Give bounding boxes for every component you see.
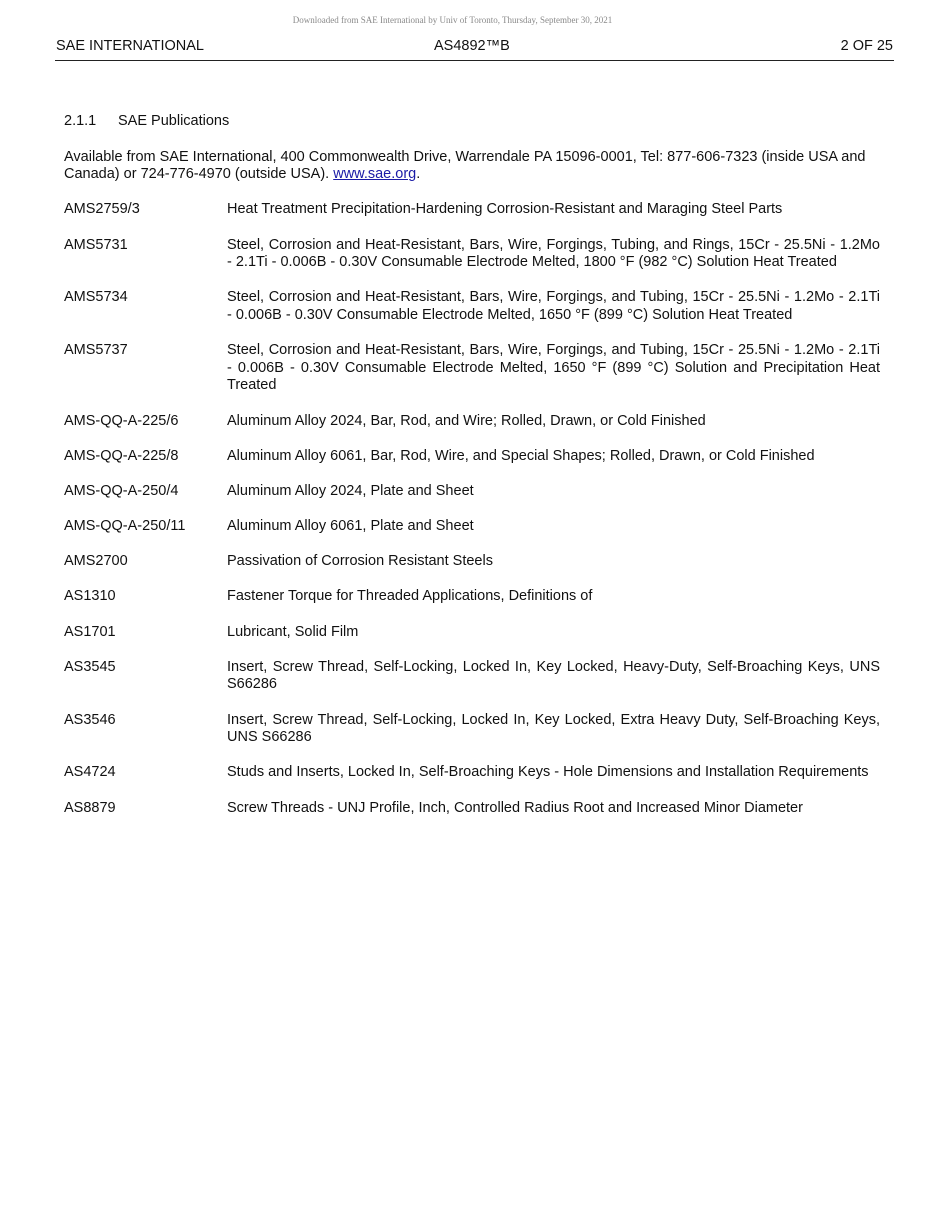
reference-item [64,588,880,606]
reference-code: AMS5737 [64,342,128,359]
reference-item [64,712,880,747]
reference-code: AMS5734 [64,289,128,306]
reference-item [64,201,880,219]
reference-code: AS8879 [64,799,116,816]
reference-item [64,624,880,642]
reference-title: Lubricant, Solid Film [227,623,359,640]
reference-title: Screw Threads - UNJ Profile, Inch, Controlled Radius Root and Increased Minor Diameter [227,799,803,816]
reference-list [64,201,880,817]
reference-title: Heat Treatment Precipitation-Hardening Corrosion-Resistant and Maraging Steel Parts [227,201,783,218]
reference-title: Studs and Inserts, Locked In, Self-Broaching Keys - Hole Dimensions and Installation Requirements [227,764,869,781]
section-heading [64,113,880,131]
reference-code: AS3546 [64,711,116,728]
reference-title: Aluminum Alloy 6061, Bar, Rod, Wire, and Special Shapes; Rolled, Drawn, or Cold Finished [227,447,815,464]
reference-title: Fastener Torque for Threaded Applications, Definitions of [227,588,593,605]
reference-title: Steel, Corrosion and Heat-Resistant, Bars, Wire, Forgings, and Tubing, 15Cr - 25.5Ni - 1.2Mo - 2.1Ti - 0.006B - 0.30V Consumable Electrode Melted, 1650 °F (899 °C) Solution and Precipitation Heat Treated [227,342,880,394]
reference-item [64,342,880,395]
download-notice: Downloaded from SAE International by Univ of Toronto, Thursday, September 30, 2021 [292,15,613,25]
publisher-name: SAE INTERNATIONAL [56,38,204,54]
reference-title: Aluminum Alloy 6061, Plate and Sheet [227,518,474,535]
reference-code: AMS2700 [64,553,128,570]
sae-website-link[interactable]: www.sae.org [333,166,417,183]
reference-title: Insert, Screw Thread, Self-Locking, Locked In, Key Locked, Heavy-Duty, Self-Broaching Keys, UNS S66286 [227,658,880,693]
reference-item [64,659,880,694]
reference-title: Steel, Corrosion and Heat-Resistant, Bars, Wire, Forgings, Tubing, and Rings, 15Cr - 25.5Ni - 1.2Mo - 2.1Ti - 0.006B - 0.30V Consumable Electrode Melted, 1800 °F (982 °C) Solution Heat Treated [227,236,880,271]
reference-code: AMS5731 [64,236,128,253]
reference-item [64,800,880,818]
intro-text: Available from SAE International, 400 Commonwealth Drive, Warrendale PA 15096-0001, Tel: 877-606-7323 (inside USA and Canada) or 724-776-4970 (outside USA). [64,148,866,183]
reference-item [64,764,880,782]
reference-item [64,483,880,501]
intro-paragraph [64,149,880,184]
reference-title: Passivation of Corrosion Resistant Steels [227,553,493,570]
reference-item [64,413,880,431]
reference-title: Steel, Corrosion and Heat-Resistant, Bars, Wire, Forgings, and Tubing, 15Cr - 25.5Ni - 1.2Mo - 2.1Ti - 0.006B - 0.30V Consumable Electrode Melted, 1650 °F (899 °C) Solution Heat Treated [227,289,880,323]
reference-code: AS1701 [64,623,116,640]
page-header [55,38,894,61]
page-number: 2 OF 25 [840,38,893,54]
reference-code: AMS2759/3 [64,201,140,218]
section-number: 2.1.1 [64,113,97,129]
reference-code: AMS-QQ-A-250/4 [64,482,179,499]
document-number: AS4892™B [434,38,510,54]
reference-code: AS1310 [64,588,116,605]
section-title: SAE Publications [118,113,230,129]
reference-title: Insert, Screw Thread, Self-Locking, Locked In, Key Locked, Extra Heavy Duty, Self-Broaching Keys, UNS S66286 [227,711,880,746]
reference-item [64,237,880,272]
reference-code: AS3545 [64,658,116,675]
reference-item [64,448,880,466]
reference-item [64,553,880,571]
reference-code: AMS-QQ-A-225/6 [64,412,179,429]
reference-item [64,289,880,324]
reference-title: Aluminum Alloy 2024, Bar, Rod, and Wire; Rolled, Drawn, or Cold Finished [227,412,706,429]
page-content [64,113,880,835]
intro-trailing: . [416,166,421,183]
reference-item [64,518,880,536]
reference-code: AMS-QQ-A-225/8 [64,447,179,464]
reference-code: AMS-QQ-A-250/11 [64,518,186,535]
reference-code: AS4724 [64,764,116,781]
reference-title: Aluminum Alloy 2024, Plate and Sheet [227,482,474,499]
